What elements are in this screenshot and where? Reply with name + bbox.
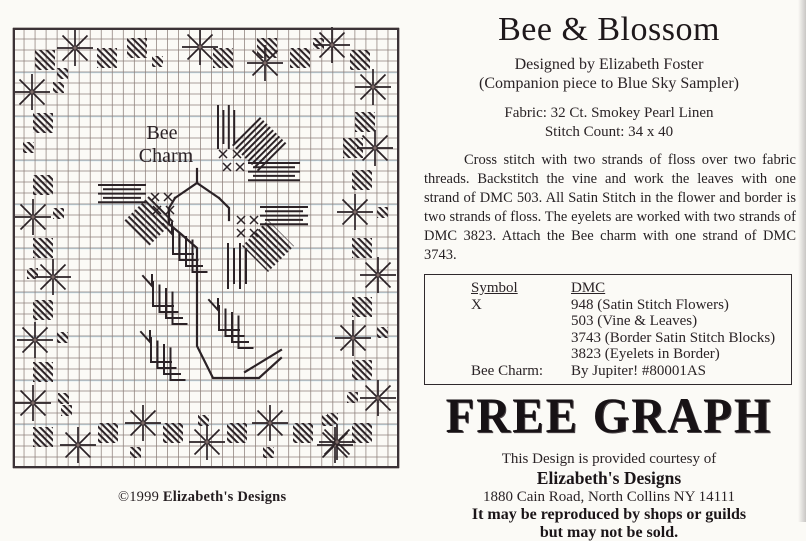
symbol-cell: X bbox=[471, 297, 571, 314]
chart-panel bbox=[13, 28, 399, 468]
flower-motif bbox=[98, 105, 308, 289]
stitch-count-line: Stitch Count: 34 x 40 bbox=[414, 123, 804, 142]
chart-grid bbox=[13, 28, 399, 468]
dmc-cell: By Jupiter! #80001AS bbox=[571, 363, 791, 380]
symbol-cell: Bee Charm: bbox=[471, 363, 571, 380]
fabric-line: Fabric: 32 Ct. Smokey Pearl Linen bbox=[414, 104, 804, 123]
scan-blue-lines bbox=[13, 73, 399, 425]
instructions-paragraph: Cross stitch with two strands of floss over two fabric threads. Backstitch the vine and work the leaves with one strand of DMC 503. All Satin Stitch in the flower and border is two strands of floss. The eyelets are worked with two strands of DMC 3823. Attach the Bee charm with one strand of DMC 3743. bbox=[424, 151, 796, 265]
symbol-cell bbox=[471, 330, 571, 347]
free-graph-heading: FREE GRAPH bbox=[414, 387, 804, 444]
companion-line: (Companion piece to Blue Sky Sampler) bbox=[414, 74, 804, 93]
info-column bbox=[414, 0, 804, 541]
dmc-cell: 948 (Satin Stitch Flowers) bbox=[571, 297, 791, 314]
dmc-col-header: DMC bbox=[571, 280, 791, 297]
copyright-year: ©1999 bbox=[118, 489, 163, 505]
table-row bbox=[425, 330, 791, 347]
symbol-cell bbox=[471, 346, 571, 363]
table-row bbox=[425, 346, 791, 363]
symbol-cell bbox=[471, 313, 571, 330]
table-row bbox=[425, 363, 791, 380]
table-row bbox=[425, 297, 791, 314]
symbol-col-header: Symbol bbox=[471, 280, 571, 297]
designer-line: Designed by Elizabeth Foster bbox=[414, 55, 804, 74]
key-table bbox=[424, 274, 792, 385]
key-table-header bbox=[425, 280, 791, 297]
company-name: Elizabeth's Designs bbox=[414, 468, 804, 488]
page-title: Bee & Blossom bbox=[414, 10, 804, 50]
cross-stitch-chart bbox=[13, 28, 399, 468]
eyelet-stars bbox=[14, 27, 396, 463]
address-line: 1880 Cain Road, North Collins NY 14111 bbox=[414, 488, 804, 506]
copyright-name: Elizabeth's Designs bbox=[163, 489, 286, 505]
chart-copyright bbox=[118, 489, 338, 506]
bee-charm-label-line1: Bee bbox=[146, 122, 177, 144]
courtesy-line: This Design is provided courtesy of bbox=[414, 450, 804, 468]
dmc-cell: 3823 (Eyelets in Border) bbox=[571, 346, 791, 363]
table-row bbox=[425, 313, 791, 330]
dmc-cell: 503 (Vine & Leaves) bbox=[571, 313, 791, 330]
scan-edge-shadow bbox=[798, 0, 806, 522]
key-table-rows bbox=[425, 297, 791, 380]
repro-line-1: It may be reproduced by shops or guilds bbox=[414, 506, 804, 524]
dmc-cell: 3743 (Border Satin Stitch Blocks) bbox=[571, 330, 791, 347]
repro-line-2: but may not be sold. bbox=[414, 524, 804, 541]
bee-charm-label-line2: Charm bbox=[139, 145, 194, 167]
